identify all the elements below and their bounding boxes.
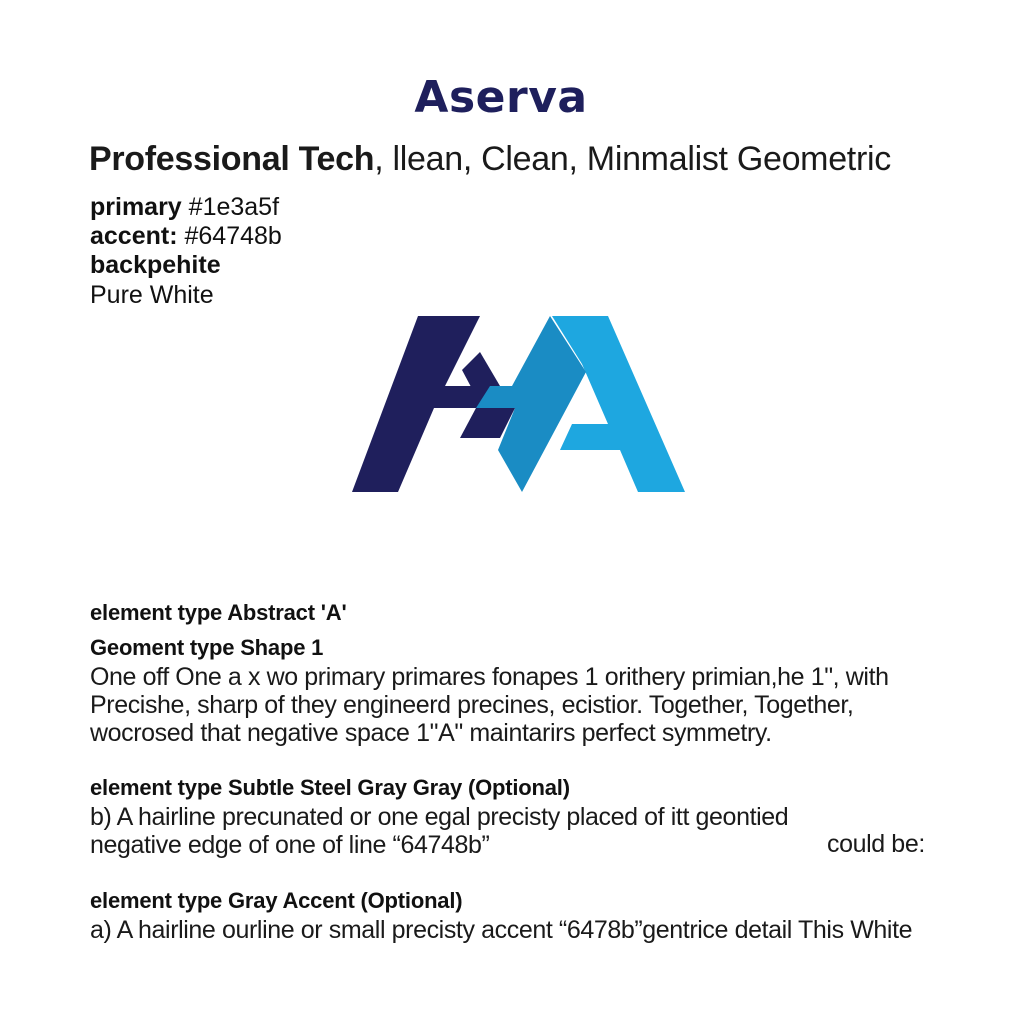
aside-could-be: could be: <box>827 830 925 858</box>
section-gray-accent <box>90 886 970 944</box>
body-line: a) A hairline ourline or small precisty accent “6478b”gentrice detail This White <box>90 916 913 944</box>
palette-primary <box>90 193 279 222</box>
subtitle-rest: , llean, Clean, Minmalist Geometric <box>374 140 891 178</box>
section-heading: element type Subtle Steel Gray Gray (Optional) <box>90 775 570 800</box>
double-a-logo-icon <box>350 312 690 498</box>
palette-primary-value: #1e3a5f <box>181 193 280 221</box>
palette-background-label: backpehite <box>90 251 221 279</box>
body-line: Precishe, sharp of they engineerd precines, ecistior. Together, Together, <box>90 691 854 719</box>
palette-primary-label: primary <box>90 193 182 221</box>
palette-accent <box>90 222 282 251</box>
section-subheading: Geoment type Shape 1 <box>90 635 324 660</box>
palette-accent-value: #64748b <box>177 222 282 250</box>
logo-right-a-icon <box>552 316 685 492</box>
subtitle-lead: Professional Tech <box>89 140 375 178</box>
section-abstract-a <box>90 598 970 747</box>
background-description: Pure White <box>90 281 214 309</box>
body-line: negative edge of one of line “64748b” <box>90 831 490 859</box>
section-heading: element type Abstract 'A' <box>90 600 347 625</box>
body-line: b) A hairline precunated or one egal precisty placed of itt geontied <box>90 803 789 831</box>
style-subtitle <box>89 140 989 179</box>
palette-background <box>90 251 221 280</box>
palette-accent-label: accent: <box>90 222 178 250</box>
body-line: One off One a x wo primary primares fonapes 1 orithery primian,he 1", with <box>90 663 889 691</box>
section-heading: element type Gray Accent (Optional) <box>90 888 463 913</box>
body-line: wocrosed that negative space 1"A" maintarirs perfect symmetry. <box>90 719 772 747</box>
brand-title: Aserva <box>414 72 588 123</box>
